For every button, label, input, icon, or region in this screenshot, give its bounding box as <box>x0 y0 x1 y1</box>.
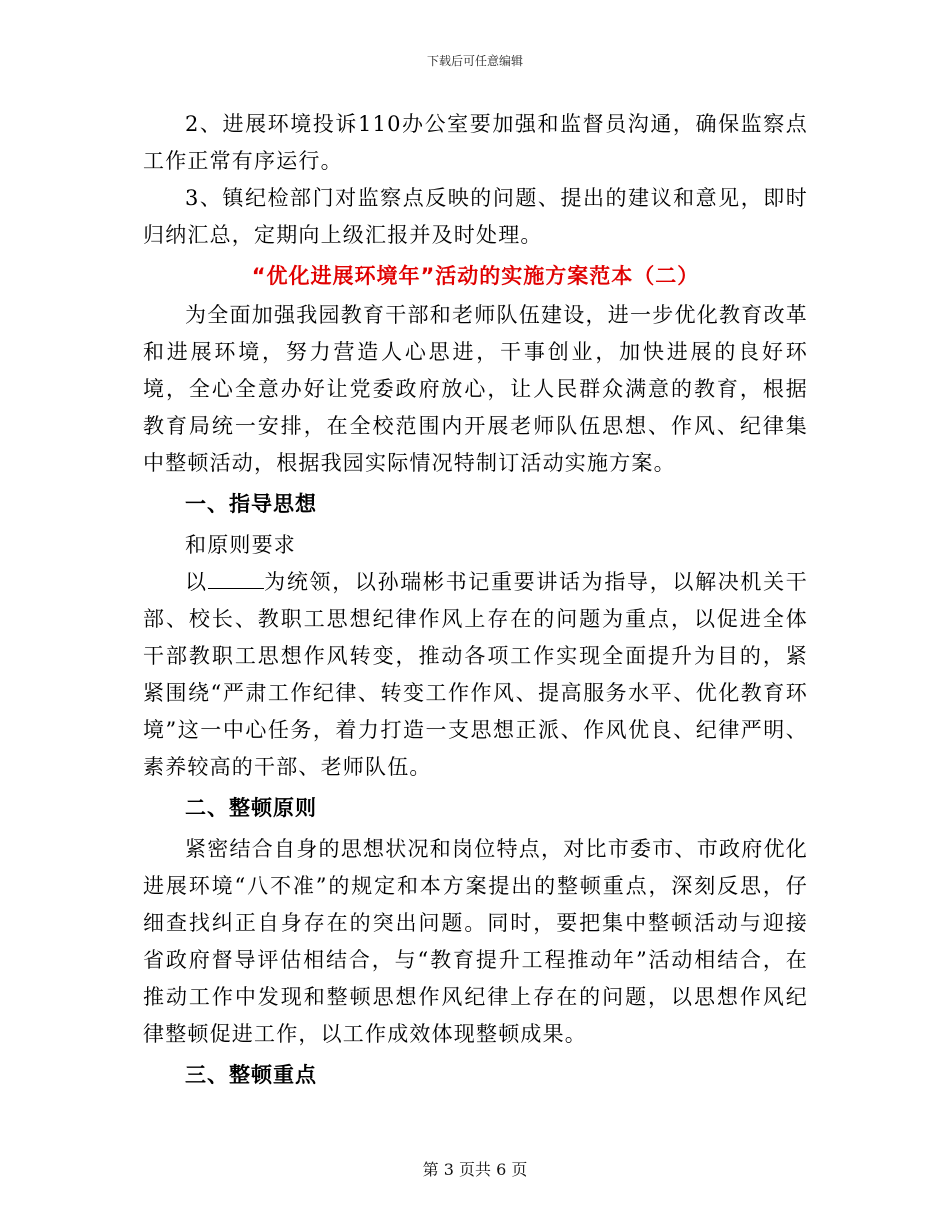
heading-guiding-ideology: 一、指导思想 <box>185 492 317 516</box>
paragraph-item-2: 2、进展环境投诉110办公室要加强和监督员沟通，确保监察点工作正常有序运行。 <box>143 112 808 173</box>
principle-requirements-line: 和原则要求 <box>185 533 296 557</box>
page-header: 下载后可任意编辑 <box>426 54 523 68</box>
guiding-prefix: 以 <box>185 570 208 594</box>
heading-rectification-principles: 二、整顿原则 <box>185 796 317 820</box>
principles-paragraph: 紧密结合自身的思想状况和岗位特点，对比市委市、市政府优化进展环境“八不准”的规定和本方案提出的整顿重点，深刻反思，仔细查找纠正自身存在的突出问题。同时，要把集中整顿活动与迎接省政府督导评估相结合，与“教育提升工程推动年”活动相结合，在推动工作中发现和整顿思想作风纪律上存在的问题，以思想作风纪律整顿促进工作，以工作成效体现整顿成果。 <box>143 837 808 1046</box>
section-title: “优化进展环境年”活动的实施方案范本（二） <box>251 264 700 288</box>
intro-paragraph: 为全面加强我园教育干部和老师队伍建设，进一步优化教育改革和进展环境，努力营造人心思进，干事创业，加快进展的良好环境，全心全意办好让党委政府放心，让人民群众满意的教育，根据教育局统一安排，在全校范围内开展老师队伍思想、作风、纪律集中整顿活动，根据我园实际情况特制订活动实施方案。 <box>143 303 808 475</box>
document-body <box>143 106 808 1098</box>
paragraph-item-3: 3、镇纪检部门对监察点反映的问题、提出的建议和意见，即时归纳汇总，定期向上级汇报并及时处理。 <box>143 186 808 247</box>
page-footer: 第 3 页共 6 页 <box>422 1160 528 1179</box>
heading-rectification-focus: 三、整顿重点 <box>185 1063 317 1087</box>
guiding-paragraph <box>143 564 808 786</box>
guiding-text: 为统领，以孙瑞彬书记重要讲话为指导，以解决机关干部、校长、教职工思想纪律作风上存在的问题为重点，以促进全体干部教职工思想作风转变，推动各项工作实现全面提升为目的，紧紧围绕“严肃工作纪律、转变工作作风、提高服务水平、优化教育环境”这一中心任务，着力打造一支思想正派、作风优良、纪律严明、素养较高的干部、老师队伍。 <box>143 570 808 779</box>
fill-in-blank <box>208 570 264 589</box>
